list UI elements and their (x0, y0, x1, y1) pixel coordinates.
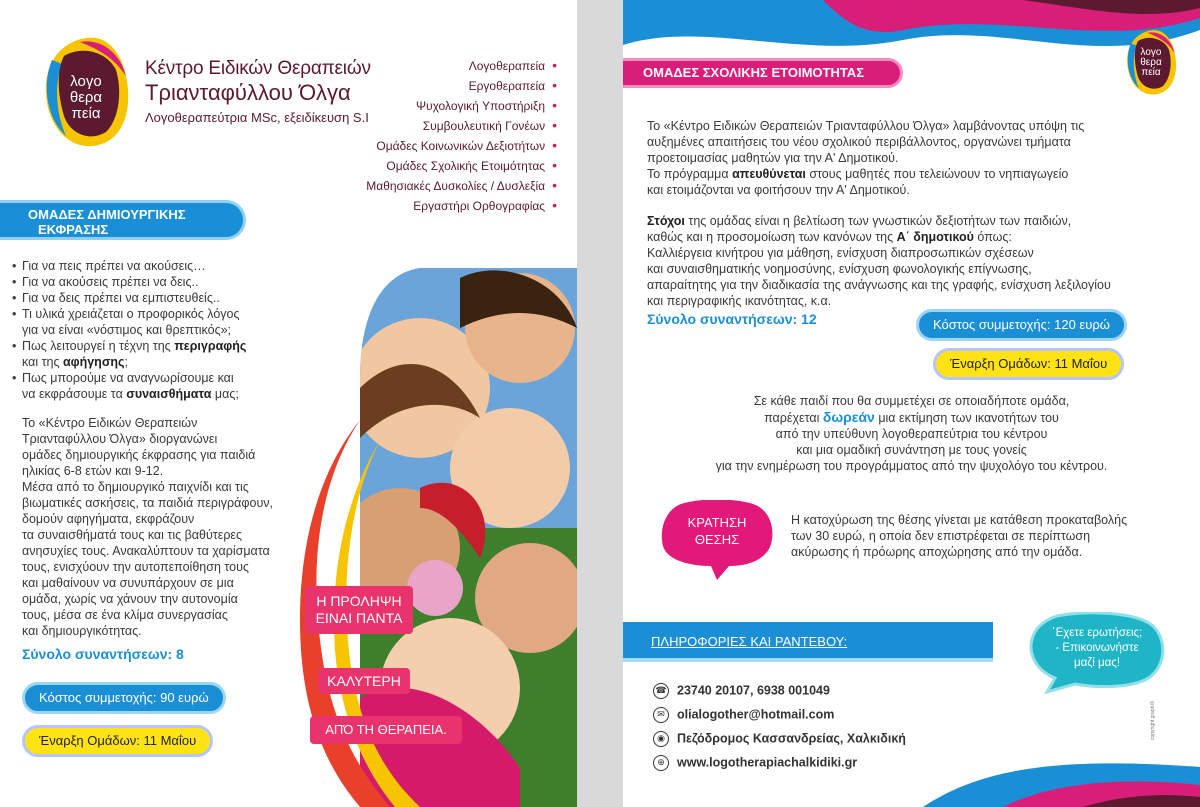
questions-line-2: - Επικοινωνήστε (1055, 642, 1139, 654)
logo-text-3: πεία (1141, 67, 1161, 78)
banner-line-2: ΕΚΦΡΑΣΗΣ (38, 222, 109, 237)
paragraph-line: Το «Κέντρο Ειδικών Θεραπειών (22, 416, 198, 430)
services-list (366, 56, 557, 216)
goals-line (647, 229, 1177, 245)
target-text: Το πρόγραμμα (647, 167, 733, 181)
description-paragraph (22, 415, 342, 639)
free-line: και μια ομαδική συνάντηση με τους γονείς (796, 443, 1027, 457)
goals-bold: Στόχοι (647, 214, 685, 228)
free-line: για την ενημέρωση του προγράμματος από την ψυχολόγο του κέντρου. (715, 459, 1108, 473)
service-item: Μαθησιακές Δυσκολίες / Δυσλεξία • (366, 176, 557, 196)
question-bold: συναισθήματα (126, 387, 212, 401)
paragraph-line: τα συναισθήματά τους και τις βαθύτερες (22, 528, 243, 542)
goals-text: της ομάδας είναι η βελτίωση των γνωστικών δεξιοτήτων των παιδιών, (684, 214, 1072, 228)
paragraph-line: και δημιουργικότητας. (22, 624, 142, 638)
creative-expression-banner (0, 200, 246, 240)
service-item: Λογοθεραπεία • (366, 56, 557, 76)
paragraph-line: και μαθαίνουν να συνυπάρχουν σε μια (22, 576, 234, 590)
target-line (647, 166, 1177, 182)
phone-contact[interactable] (653, 683, 830, 699)
booking-line: των 30 ευρώ, η οποία δεν επιστρέφεται σε περίπτωση (791, 529, 1091, 543)
booking-line-2: ΘΕΣΗΣ (694, 532, 740, 547)
bottom-wave-decoration (623, 727, 1200, 807)
question-bold: περιγραφής (174, 339, 247, 353)
goals-line: και συναισθηματικής νοημοσύνης, ενίσχυση φωνολογικής επίγνωσης, (647, 262, 1032, 276)
phone-icon: ☎ (653, 683, 669, 699)
free-line (623, 409, 1200, 426)
question-bold: αφήγησης (62, 355, 125, 369)
question-text: Πως λειτουργεί η τέχνη της (22, 339, 175, 353)
paragraph-line: τους, μέσα σε ένα κλίμα συνεργασίας (22, 608, 228, 622)
paragraph-line: Τριανταφύλλου Όλγα» διοργανώνει (22, 432, 218, 446)
free-line: από την υπεύθυνη λογοθεραπεύτρια του κέντρου (775, 427, 1048, 441)
questions-line-1: ΄Εχετε ερωτήσεις; (1051, 627, 1143, 639)
target-line: και ετοιμάζονται να φοιτήσουν την Α' Δημοτικού. (647, 183, 910, 197)
logo-text-1: λογο (1140, 47, 1162, 58)
cost-badge: Κόστος συμμετοχής: 90 ευρώ (22, 682, 226, 714)
question-text: Πως μπορούμε να αναγνωρίσουμε και (22, 371, 234, 385)
paragraph-line: τους, ενισχύουν την αυτοπεποίθηση τους (22, 560, 249, 574)
target-bold: απευθύνεται (732, 167, 806, 181)
free-text: παρέχεται (764, 411, 823, 425)
booking-bubble (659, 500, 775, 566)
right-flyer-page (623, 0, 1200, 807)
email-address: olialogother@hotmail.com (677, 707, 835, 722)
goals-text: καθώς και η προσομοίωση των κανόνων της (647, 230, 897, 244)
start-date-badge: Έναρξη Ομάδων: 11 Μαΐου (933, 348, 1124, 380)
question-item (12, 370, 312, 402)
banner-line-1: ΟΜΑΔΕΣ ΔΗΜΙΟΥΡΓΙΚΗΣ (28, 207, 186, 222)
prevention-callout (305, 586, 413, 634)
callout-line-2: ΕΙΝΑΙ ΠΑΝΤΑ (315, 610, 403, 626)
booking-text (791, 512, 1171, 560)
goals-paragraph (647, 213, 1177, 309)
info-banner-label: ΠΛΗΡΟΦΟΡΙΕΣ ΚΑΙ ΡΑΝΤΕΒΟΥ: (651, 634, 848, 649)
paragraph-line: Μέσα από το δημιουργικό παιχνίδι και τις (22, 480, 249, 494)
logo-text-2: θερα (69, 89, 103, 106)
question-text: ; (124, 355, 128, 369)
school-readiness-banner: ΟΜΑΔΕΣ ΣΧΟΛΙΚΗΣ ΕΤΟΙΜΟΤΗΤΑΣ (623, 58, 903, 88)
service-item: Εργαστήρι Ορθογραφίας • (366, 196, 557, 216)
free-assessment-text (623, 393, 1200, 474)
paragraph-line: ηλικίας 6-8 ετών και 9-12. (22, 464, 164, 478)
free-highlight: δωρεάν (822, 409, 875, 425)
intro-line: Το «Κέντρο Ειδικών Θεραπειών Τριανταφύλλου Όλγα» λαμβάνοντας υπόψη τις (647, 119, 1085, 133)
question-text: για να είναι «νόστιμος και θρεπτικός»; (22, 323, 232, 337)
location-icon: ◉ (653, 731, 669, 747)
clinic-name-line-1: Κέντρο Ειδικών Θεραπειών (145, 58, 371, 79)
clinic-name (145, 58, 371, 127)
left-flyer-page (0, 0, 577, 807)
logo (40, 34, 132, 152)
paragraph-line: ομάδες δημιουργικής έκφρασης για παιδιά (22, 448, 256, 462)
goals-line (647, 213, 1177, 229)
questions-label (1027, 626, 1167, 671)
service-item: Ομάδες Σχολικής Ετοιμότητας • (366, 156, 557, 176)
questions-list (12, 258, 312, 402)
intro-line: προετοιμασίας μαθητών για την Α' Δημοτικού. (647, 151, 899, 165)
question-item: • Για να πεις πρέπει να ακούσεις… (12, 258, 312, 274)
copyright-credit: copyright graphIX (1150, 700, 1156, 740)
website-link: www.logotherapiachalkidiki.gr (677, 755, 858, 770)
booking-label (659, 514, 775, 548)
questions-line-3: μαζί μας! (1073, 657, 1121, 669)
free-line: Σε κάθε παιδί που θα συμμετέχει σε οποιαδήποτε ομάδα, (753, 394, 1070, 408)
therapy-callout: ΑΠΌ ΤΗ ΘΕΡΑΠΕΙΑ. (310, 716, 462, 744)
intro-paragraph (647, 118, 1177, 198)
callout-line-1: Η ΠΡΟΛΗΨΗ (316, 593, 402, 609)
phone-number: 23740 20107, 6938 001049 (677, 683, 830, 698)
goals-line: και περιγραφικής ικανότητας, κ.α. (647, 294, 832, 308)
better-callout: ΚΑΛΥΤΕΡΗ (318, 668, 410, 694)
goals-bold: Α΄ δημοτικού (896, 230, 974, 244)
intro-line: αυξημένες απαιτήσεις του νέου σχολικού περιβάλλοντος, οργανώνει τμήματα (647, 135, 1071, 149)
paragraph-line: ομάδα, χωρίς να χάνουν την αυτονομία (22, 592, 238, 606)
email-icon: ✉ (653, 707, 669, 723)
goals-line: απαραίτητης για την διαδικασία της ανάγνωσης και της γραφής, ενίσχυση λεξιλογίου (647, 278, 1111, 292)
email-contact[interactable] (653, 707, 834, 723)
goals-line: Καλλιέργεια κινήτρου για μάθηση, ενίσχυση διαπροσωπικών σχέσεων (647, 246, 1034, 260)
booking-line: Η κατοχύρωση της θέσης γίνεται με κατάθεση προκαταβολής (791, 513, 1128, 527)
question-item (12, 306, 312, 338)
clinic-name-line-2: Τριανταφύλλου Όλγα (145, 80, 351, 105)
info-banner (623, 622, 993, 662)
start-date-badge: Έναρξη Ομάδων: 11 Μαΐου (22, 725, 213, 757)
paragraph-line: βιωματικές ασκήσεις, τα παιδιά περιγράφουν, (22, 496, 274, 510)
paragraph-line: ανησυχίες τους. Ανακαλύπτουν τα χαρίσματα (22, 544, 270, 558)
service-item: Εργοθεραπεία • (366, 76, 557, 96)
service-item: Συμβουλευτική Γονέων • (366, 116, 557, 136)
booking-line-1: ΚΡΑΤΗΣΗ (687, 515, 747, 530)
questions-bubble (1027, 612, 1167, 694)
booking-line: ακύρωσης ή πρόωρης αποχώρησης από την ομάδα. (791, 545, 1083, 559)
target-text: στους μαθητές που τελειώνουν το νηπιαγωγείο (805, 167, 1069, 181)
sessions-count: Σύνολο συναντήσεων: 8 (22, 646, 184, 662)
service-item: Ομάδες Κοινωνικών Δεξιοτήτων • (366, 136, 557, 156)
address-text: Πεζόδρομος Κασσανδρείας, Χαλκιδική (677, 731, 906, 746)
question-item (12, 338, 312, 370)
logo-text-1: λογο (70, 73, 102, 90)
globe-icon: ⊕ (653, 755, 669, 771)
goals-text: όπως: (973, 230, 1012, 244)
clinic-credentials: Λογοθεραπεύτρια MSc, εξειδίκευση S.I (145, 110, 369, 125)
cost-badge: Κόστος συμμετοχής: 120 ευρώ (916, 309, 1127, 341)
question-text: μας; (211, 387, 239, 401)
logo-text-2: θερα (1140, 57, 1162, 68)
paragraph-line: δομούν αφηγήματα, εκφράζουν (22, 512, 195, 526)
question-text: Τι υλικά χρειάζεται ο προφορικός λόγος (22, 307, 240, 321)
sessions-count: Σύνολο συναντήσεων: 12 (647, 311, 817, 327)
logo-text-3: πεία (71, 105, 101, 122)
question-text: να εκφράσουμε τα (22, 387, 127, 401)
service-item: Ψυχολογική Υποστήριξη • (366, 96, 557, 116)
question-item: • Για να δεις πρέπει να εμπιστευθείς.. (12, 290, 312, 306)
question-item: • Για να ακούσεις πρέπει να δεις.. (12, 274, 312, 290)
question-text: και της (22, 355, 63, 369)
logo (1123, 28, 1179, 98)
free-text: μια εκτίμηση των ικανοτήτων του (874, 411, 1059, 425)
